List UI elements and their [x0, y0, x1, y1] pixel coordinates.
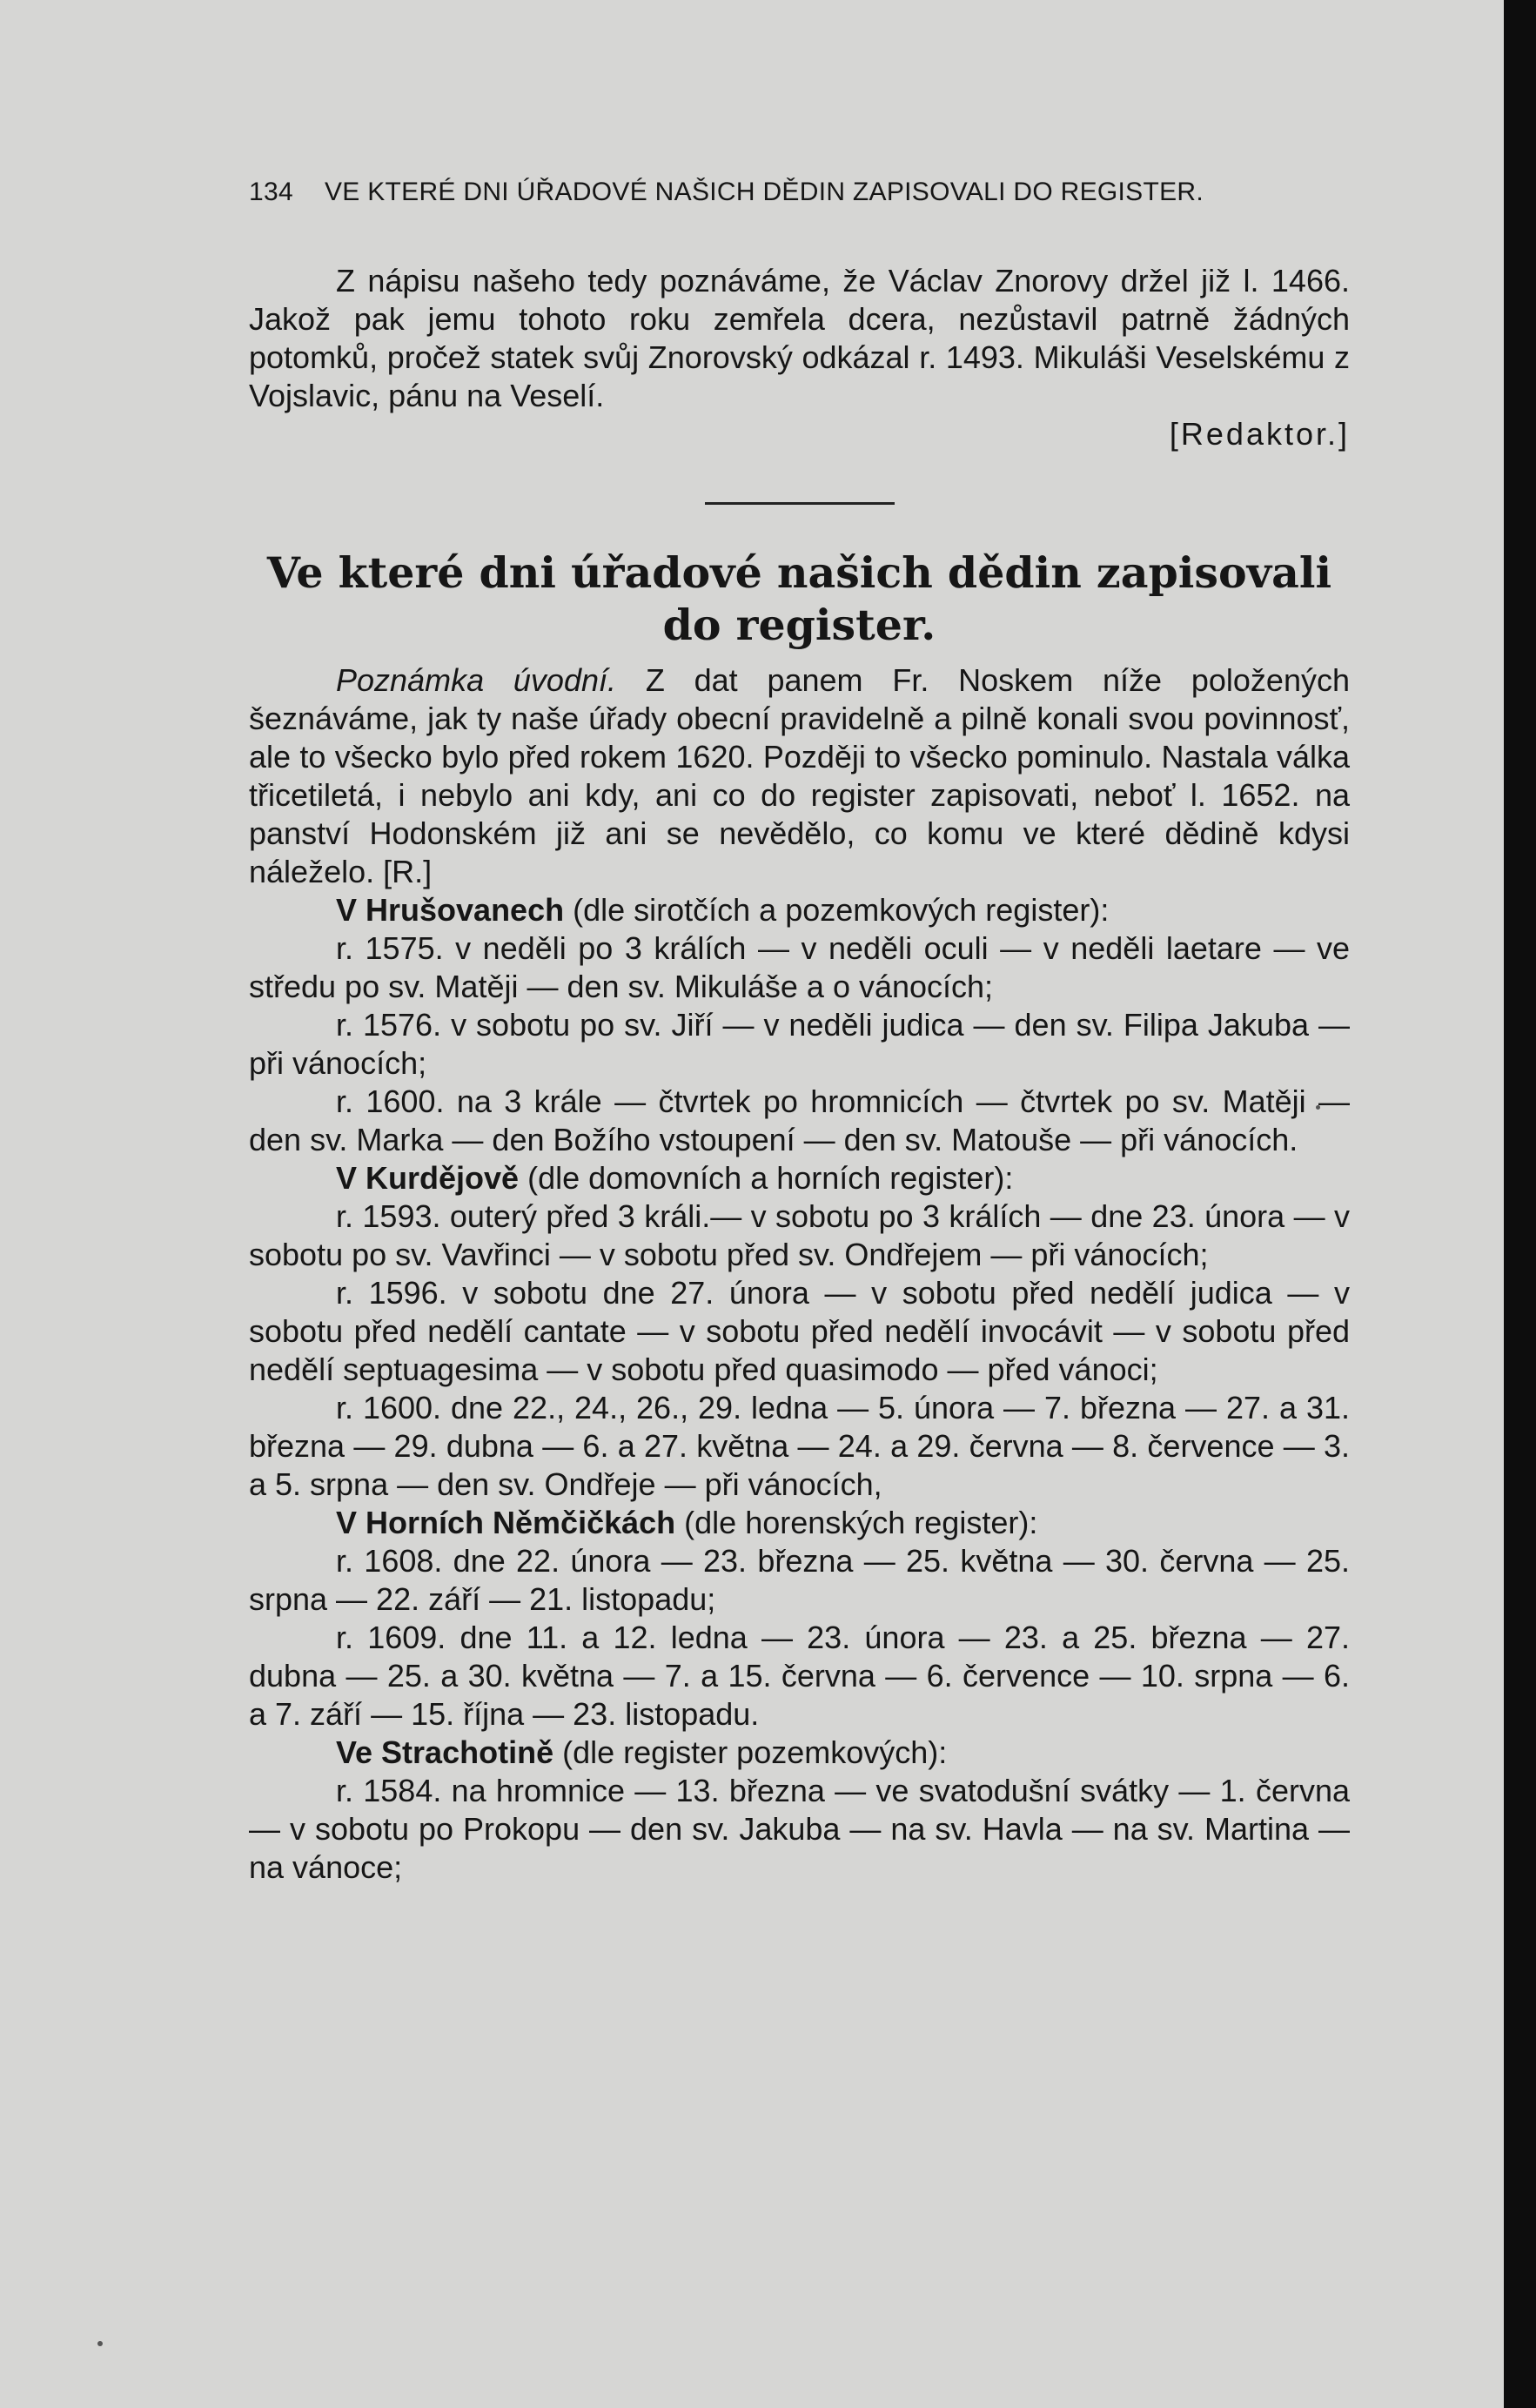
- running-header: [249, 170, 1350, 215]
- place-name: V Horních Němčičkách: [336, 1505, 676, 1540]
- year-entry: r. 1608. dne 22. února — 23. března — 25. května — 30. června — 25. srpna — 22. září — 21. listopadu;: [249, 1543, 1350, 1617]
- intro-note: [249, 661, 1350, 891]
- scan-border: [1504, 0, 1536, 2408]
- year-entry: r. 1593. outerý před 3 králi.— v sobotu po 3 králích — dne 23. února — v sobotu po sv. Vavřinci — v sobotu před sv. Ondřejem — při vánocích;: [249, 1198, 1350, 1272]
- page-number: 134: [249, 178, 293, 206]
- year-entry: r. 1584. na hromnice — 13. března — ve svatodušní svátky — 1. června — v sobotu po Prokopu — den sv. Jakuba — na sv. Havla — na sv. Martina — na vánoce;: [249, 1773, 1350, 1885]
- section-source: (dle horenských register):: [684, 1505, 1038, 1540]
- place-name: V Hrušovanech: [336, 892, 565, 928]
- editor-signature: [Redaktor.]: [1169, 416, 1350, 452]
- section-divider: [705, 502, 895, 505]
- year-entry: r. 1576. v sobotu po sv. Jiří — v neděli judica — den sv. Filipa Jakuba — při vánocích;: [249, 1007, 1350, 1081]
- place-name: V Kurdějově: [336, 1160, 520, 1196]
- note-text: Z dat panem Fr. Noskem níže položených šeznáváme, jak ty naše úřady obecní pravidelně a pilně konali svou povinnosť, ale to všecko bylo před rokem 1620. Později to všecko pominulo. Nastala válka třicetiletá, i nebylo ani kdy, ani co do register zapisovati, neboť l. 1652. na panství Hodonském již ani se nevědělo, co komu ve které dědině kdysi náleželo. [R.]: [249, 662, 1350, 889]
- year-entry: r. 1596. v sobotu dne 27. února — v sobotu před nedělí judica — v sobotu před nedělí cantate — v sobotu před nedělí invocávit — v sobotu před nedělí septuagesima — v sobotu před quasimodo — před vánoci;: [249, 1275, 1350, 1387]
- year-entry: r. 1600. dne 22., 24., 26., 29. ledna — 5. února — 7. března — 27. a 31. března — 29. dubna — 6. a 27. května — 24. a 29. června — 8. července — 3. a 5. srpna — den sv. Ondřeje — při vánocích,: [249, 1390, 1350, 1502]
- section-source: (dle sirotčích a pozemkových register):: [573, 892, 1110, 928]
- year-entry: r. 1600. na 3 krále — čtvrtek po hromnicích — čtvrtek po sv. Matěji — den sv. Marka — den Božího vstoupení — den sv. Matouše — při vánocích.: [249, 1083, 1350, 1157]
- running-title: VE KTERÉ DNI ÚŘADOVÉ NAŠICH DĚDIN ZAPISOVALI DO REGISTER.: [324, 178, 1204, 206]
- scan-speck: [97, 2341, 103, 2346]
- article-body: [249, 661, 1350, 1887]
- section-source: (dle domovních a horních register):: [527, 1160, 1014, 1196]
- book-page: [249, 170, 1350, 1887]
- section-heading: [249, 1159, 1350, 1197]
- intro-paragraph: Z nápisu našeho tedy poznáváme, že Václav Znorovy držel již l. 1466. Jakož pak jemu tohoto roku zemřela dcera, nezůstavil patrně žádných potomků, pročež statek svůj Znorovský odkázal r. 1493. Mikuláši Veselskému z Vojslavic, pánu na Veselí.: [249, 263, 1350, 413]
- section-source: (dle register pozemkových):: [562, 1734, 948, 1770]
- note-label: Poznámka úvodní.: [336, 662, 616, 698]
- intro-block: [249, 262, 1350, 453]
- section-heading: [249, 1734, 1350, 1772]
- section-heading: [249, 891, 1350, 929]
- article-title-line-1: Ve které dni úřadové našich dědin zapisovali: [266, 547, 1332, 598]
- article-title: [249, 547, 1350, 651]
- section-heading: [249, 1504, 1350, 1542]
- article-title-line-2: do register.: [662, 600, 936, 650]
- place-name: Ve Strachotině: [336, 1734, 554, 1770]
- year-entry: r. 1609. dne 11. a 12. ledna — 23. února — 23. a 25. března — 27. dubna — 25. a 30. května — 7. a 15. června — 6. července — 10. srpna — 6. a 7. září — 15. října — 23. listopadu.: [249, 1620, 1350, 1732]
- year-entry: r. 1575. v neděli po 3 králích — v neděli oculi — v neděli laetare — ve středu po sv. Matěji — den sv. Mikuláše a o vánocích;: [249, 930, 1350, 1004]
